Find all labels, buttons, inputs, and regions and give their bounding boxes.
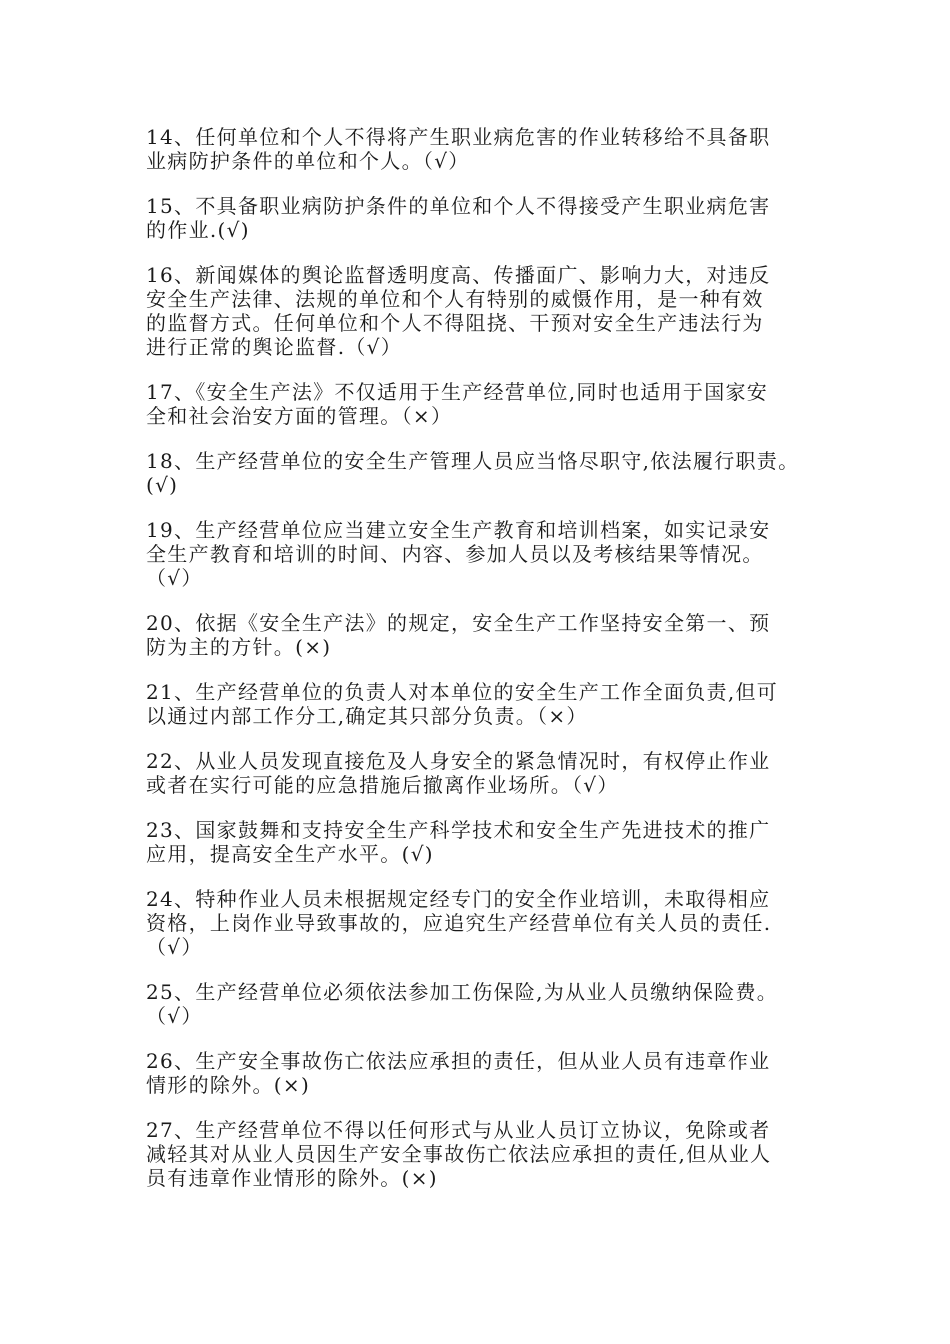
question-item-25 [146, 980, 826, 1028]
question-item-20 [146, 611, 826, 659]
question-text-line: 19、生产经营单位应当建立安全生产教育和培训档案，如实记录安 [146, 518, 771, 542]
question-item-18 [146, 449, 826, 497]
question-text-line: （√） [146, 566, 203, 590]
question-text-line: (√) [146, 473, 179, 497]
question-text-line: （√） [146, 1004, 203, 1028]
question-text-line: 18、生产经营单位的安全生产管理人员应当恪尽职守,依法履行职责。 [146, 449, 800, 473]
question-text-line: 员有违章作业情形的除外。(×) [146, 1166, 438, 1190]
question-item-23 [146, 818, 826, 866]
question-item-19 [146, 518, 826, 590]
question-text-line: 14、任何单位和个人不得将产生职业病危害的作业转移给不具备职 [146, 125, 771, 149]
question-text-line: 以通过内部工作分工,确定其只部分负责。（×） [146, 704, 588, 728]
question-text-line: 业病防护条件的单位和个人。（√） [146, 149, 470, 173]
question-item-26 [146, 1049, 826, 1097]
question-text-line: 24、特种作业人员未根据规定经专门的安全作业培训，未取得相应 [146, 887, 771, 911]
question-text-line: 16、新闻媒体的舆论监督透明度高、传播面广、影响力大，对违反 [146, 263, 771, 287]
question-text-line: 全生产教育和培训的时间、内容、参加人员以及考核结果等情况。 [146, 542, 764, 566]
question-text-line: 防为主的方针。(×) [146, 635, 332, 659]
question-text-line: 21、生产经营单位的负责人对本单位的安全生产工作全面负责,但可 [146, 680, 779, 704]
question-text-line: 22、从业人员发现直接危及人身安全的紧急情况时，有权停止作业 [146, 749, 771, 773]
question-text-line: 进行正常的舆论监督.（√） [146, 335, 403, 359]
question-item-14 [146, 125, 826, 173]
question-item-21 [146, 680, 826, 728]
question-text-line: 应用，提高安全生产水平。(√) [146, 842, 434, 866]
question-text-line: 27、生产经营单位不得以任何形式与从业人员订立协议，免除或者 [146, 1118, 771, 1142]
question-text-line: 或者在实行可能的应急措施后撤离作业场所。（√） [146, 773, 619, 797]
question-text-line: 情形的除外。(×) [146, 1073, 311, 1097]
question-text-line: 23、国家鼓舞和支持安全生产科学技术和安全生产先进技术的推广 [146, 818, 771, 842]
question-text-line: 25、生产经营单位必须依法参加工伤保险,为从业人员缴纳保险费。 [146, 980, 779, 1004]
question-item-22 [146, 749, 826, 797]
question-item-27 [146, 1118, 826, 1190]
question-text-line: 安全生产法律、法规的单位和个人有特别的威慑作用，是一种有效 [146, 287, 764, 311]
question-list [146, 125, 826, 1211]
question-item-17 [146, 380, 826, 428]
question-item-24 [146, 887, 826, 959]
question-text-line: （√） [146, 935, 203, 959]
question-text-line: 17、《安全生产法》不仅适用于生产经营单位,同时也适用于国家安 [146, 380, 769, 404]
question-text-line: 资格，上岗作业导致事故的，应追究生产经营单位有关人员的责任. [146, 911, 772, 935]
question-item-16 [146, 263, 826, 359]
question-text-line: 20、依据《安全生产法》的规定，安全生产工作坚持安全第一、预 [146, 611, 771, 635]
question-text-line: 的作业.(√) [146, 218, 250, 242]
question-text-line: 全和社会治安方面的管理。（×） [146, 404, 453, 428]
question-text-line: 15、不具备职业病防护条件的单位和个人不得接受产生职业病危害 [146, 194, 771, 218]
question-text-line: 减轻其对从业人员因生产安全事故伤亡依法应承担的责任,但从业人 [146, 1142, 772, 1166]
question-item-15 [146, 194, 826, 242]
question-text-line: 的监督方式。任何单位和个人不得阻挠、干预对安全生产违法行为 [146, 311, 764, 335]
question-text-line: 26、生产安全事故伤亡依法应承担的责任，但从业人员有违章作业 [146, 1049, 771, 1073]
